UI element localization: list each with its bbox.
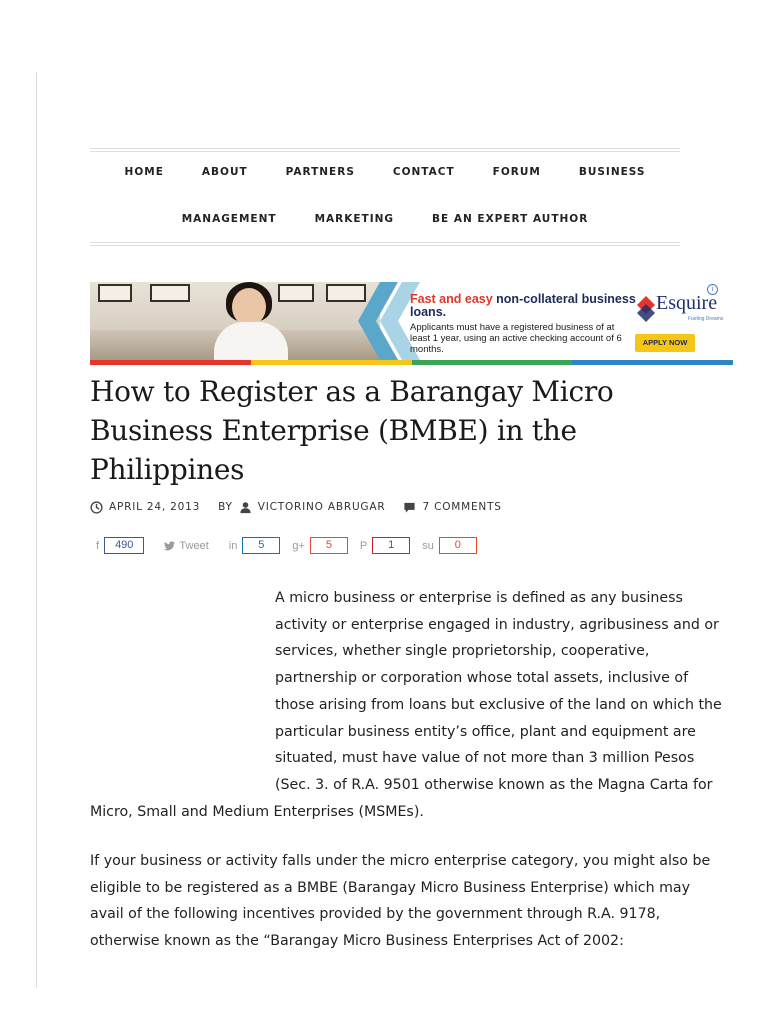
banner-headline [410,293,640,319]
linkedin-icon[interactable]: in [228,539,238,552]
banner-person-body [214,322,288,362]
nav-management[interactable]: MANAGEMENT [181,213,277,225]
banner-logo-tagline: Fueling Dreams [688,316,724,322]
tweet-button[interactable]: Tweet [179,539,209,552]
article-comments-link[interactable]: 7 COMMENTS [422,501,502,513]
left-border [36,72,37,988]
banner-headline-highlight: Fast and easy [410,292,493,306]
ad-info-icon[interactable]: i [707,284,718,295]
nav-be-an-expert-author[interactable]: BE AN EXPERT AUTHOR [432,213,589,225]
pinterest-share-count[interactable]: 1 [372,537,410,554]
banner-frame [98,284,132,302]
article-paragraph: If your business or activity falls under the micro enterprise category, you might also be eligible to be registered as a BMBE (Barangay Micro Business Enterprise) which may avail of the following incentives provided by the government through R.A. 9178, otherwise known as the “Barangay Micro Business Enterprises Act of 2002: [90,853,711,950]
google-plus-share-count[interactable]: 5 [310,537,348,554]
ad-banner[interactable] [90,282,733,365]
article-date[interactable]: APRIL 24, 2013 [109,501,201,513]
nav-divider [90,245,680,246]
nav-contact[interactable]: CONTACT [392,166,455,178]
article-meta [90,499,502,515]
banner-headline-rest: non-collateral business loans. [410,292,636,319]
main-navigation [90,148,680,246]
nav-partners[interactable]: PARTNERS [285,166,355,178]
banner-person-face [232,288,266,326]
banner-bar-segment [90,360,251,365]
stumbleupon-icon[interactable]: su [422,539,434,552]
nav-divider [90,148,680,149]
facebook-icon[interactable]: f [96,539,100,552]
by-label: BY [218,501,233,513]
banner-bar-segment [251,360,412,365]
nav-about[interactable]: ABOUT [201,166,248,178]
nav-divider [90,151,680,152]
nav-business[interactable]: BUSINESS [578,166,646,178]
nav-divider [90,242,680,243]
banner-frame [150,284,190,302]
article-title: How to Register as a Barangay Micro Business Enterprise (BMBE) in the Philippines [90,375,614,486]
share-bar [96,537,477,554]
clock-icon [90,501,103,514]
article-paragraph-text: A micro business or enterprise is defined as any business activity or enterprise engaged in industry, agribusiness and or services, whether single proprietorship, cooperative, partnership or corporation whose total assets, inclusive of those arising from loans but exclusive of the land on which the particular business entity’s office, plant and equipment are situated, must have value of not more than 3 million Pesos (Sec. 3. of R.A. 9501 otherwise known as the Magna Carta for Micro, Small and Medium Enterprises (MSMEs). [90,590,722,820]
article-paragraph [90,585,726,825]
apply-now-button[interactable]: APPLY NOW [635,334,695,352]
google-plus-icon[interactable]: g+ [292,539,305,552]
banner-bar-segment [412,360,573,365]
banner-bar-segment [572,360,733,365]
twitter-icon[interactable] [164,541,175,551]
banner-logo: Esquire [656,292,718,314]
comment-icon [403,501,416,514]
stumbleupon-share-count[interactable]: 0 [439,537,477,554]
facebook-share-count[interactable]: 490 [104,537,144,554]
banner-frame [326,284,366,302]
article-author[interactable]: VICTORINO ABRUGAR [257,501,386,513]
banner-frame [278,284,314,302]
banner-color-bar [90,360,733,365]
pinterest-icon[interactable]: P [359,539,368,552]
nav-home[interactable]: HOME [124,166,164,178]
linkedin-share-count[interactable]: 5 [242,537,280,554]
nav-forum[interactable]: FORUM [492,166,541,178]
banner-subtext: Applicants must have a registered business of at least 1 year, using an active checking account of 6 months. [410,322,622,355]
user-icon [239,501,252,514]
nav-marketing[interactable]: MARKETING [314,213,395,225]
